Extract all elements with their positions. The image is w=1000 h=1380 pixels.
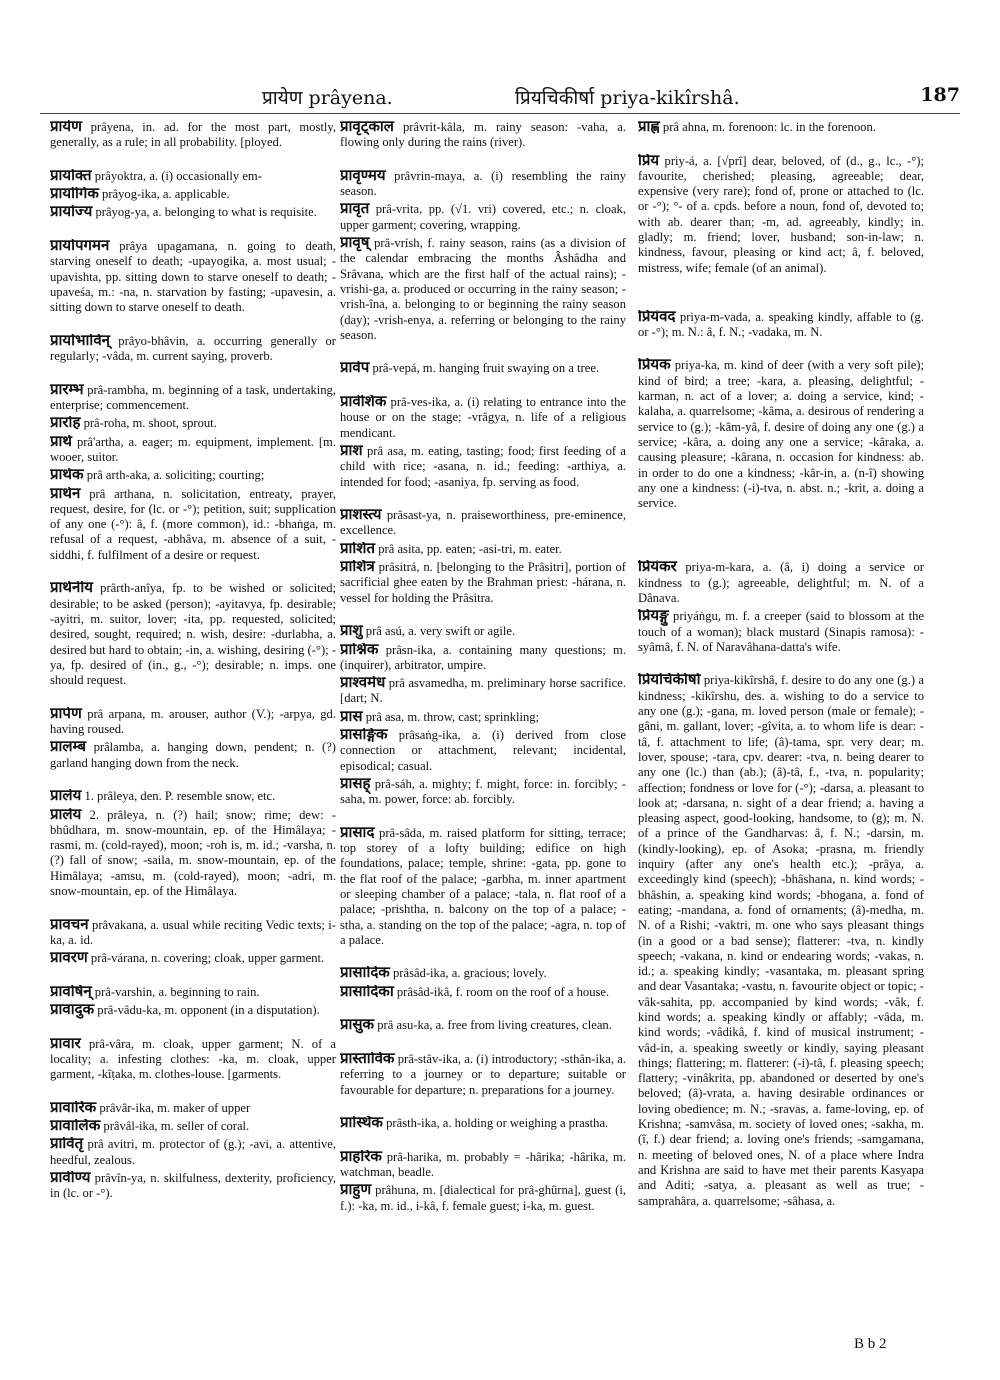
dictionary-entry <box>340 361 626 392</box>
dictionary-entry <box>340 676 626 707</box>
entry-headword: प्रावृत <box>340 202 370 218</box>
dictionary-entry <box>50 789 336 804</box>
column-3 <box>638 120 924 1380</box>
entry-definition: prâsn-ika, a. containing many questions; m. (inquirer), arbitrator, umpire. <box>340 642 626 672</box>
entry-definition: prâ asú, a. very swift or agile. <box>365 624 516 639</box>
entry-headword: प्रावरण <box>50 951 88 967</box>
entry-headword: प्रावेप <box>340 361 370 377</box>
entry-headword: प्रायोक्त <box>50 168 92 184</box>
entry-headword: प्रालेय <box>50 789 82 805</box>
dictionary-entry <box>50 740 336 786</box>
entry-definition: prâ-várana, n. covering; cloak, upper garment. <box>90 951 325 966</box>
entry-definition: prâyog-ya, a. belonging to what is requisite. <box>95 205 317 220</box>
entry-headword: प्रास <box>340 709 363 725</box>
entry-headword: प्रालम्ब <box>50 740 87 756</box>
dictionary-entry <box>340 560 626 621</box>
entry-headword: प्रार्थक <box>50 468 84 484</box>
header-right-word: प्रियचिकीर्षा priya-kikîrshâ. <box>515 87 740 109</box>
entry-headword: प्रार्पण <box>50 706 82 722</box>
entry-headword: प्रावृट्काल <box>340 120 394 135</box>
entry-definition: priy-á, a. [√prî] dear, beloved, of (d., g., lc., -°); favourite, cherished; pleasing, agreeable; dear, expensive (very rare); fond of, prone or attached to (lc. or -°); °- of a. cpds. before a noun, fond of, devoted to; with ab. dearer than; -m, ad. agreeably, kindly; in. gladly; m. friend; lover, husband; son-in-law; n. kindness, favour, pleasing or kind act; â, f. beloved, mistress, wife; female (of an animal). <box>638 153 924 275</box>
entry-definition: prâ asu-ka, a. free from living creatures, clean. <box>377 1018 612 1033</box>
entry-headword: प्राशस्त्य <box>340 508 382 524</box>
entry-definition: prâ-varshin, a. beginning to rain. <box>94 984 260 999</box>
entry-definition: prâ-vâra, m. cloak, upper garment; N. of a locality; a. infesting clothes: -ka, m. cloak, upper garment, -kîṭaka, m. clothes-louse. [garments. <box>50 1036 336 1082</box>
entry-definition: prâ-harika, m. probably = -hârika; -hârika, m. watchman, beadle. <box>340 1149 626 1180</box>
dictionary-entry <box>50 187 336 202</box>
entry-definition: prâ asa, m. eating, tasting; food; first feeding of a child with rice; -asana, n. id.; feeding: -arthiya, a. intended for food; -asaniya, fp. serving as food. <box>340 443 626 489</box>
entry-definition: priya-kikîrshâ, f. desire to do any one (g.) a kindness; -kikîrshu, des. a. wishing to do a service to any one (g.); -gana, m. loved person (male or female); -gâni, m. gallant, lover; -gîvita, a. to whom life is dear: -tâ, f. attachment to life; (â)-tama, spr. very dear; m. lover, spouse; -tara, cpv. dearer: -tva, n. being dearer to any one (lc.) than (ab.); (â)-tâ, f., -tva, n. popularity; affection; fondness or love for (-°); -darsa, a. pleasant to look at; -darsana, n. sight of a dear friend; a. having a pleasing aspect, good-looking, handsome, to (g); m. N. of a prince of the Gandharvas: â, f. N.; -darsin, m. (kindly-looking), ep. of Asoka; -prasna, m. friendly inquiry (after any one's health etc.); -prâya, a. exceedingly kind (speech); -bhâshana, n. kind words; -bhâshin, a. speaking kind words; -bhogana, a. fond of eating; -mandana, a. fond of ornaments; (â)-medha, m. N. of a Rishi; -vaktri, m. one who says pleasant things (in a good or a bad sense); flatterer: -tva, n. kindly speech; -vakana, n. kind or endearing words; -vakas, n. id.; a. speaking kindly; -vasantaka, m. pleasant spring and dear Vasantaka; -vastu, n. favourite object or topic; -vâk-sahita, pp. accompanied by kind words; -vâk, f. kind words; a. speaking kindly or affably; -vâda, m. kind words; -vâdikâ, f. kind of musical instrument; -vâd-in, a. speaking sweetly or kindly, saying pleasant things; flattering; m. flatterer: (-i)-tâ, f. pleasing speech; flattery; -vinâkrita, pp. abandoned or deserted by one's beloved; (â)-vrata, a. having desirable ordinances or loving obedience; m. N.; -sravas, a. fame-loving, ep. of Krishna; -samvâsa, m. society of loved ones; -sakha, m. (î, f.) dear friend; a. loving one's friends; -samgamana, n. meeting of beloved ones, N. of a place where Indra and Krishna are said to have met their parents Kasyapa and Aditi; -satya, a. pleasant as well as true; -samprahâra, a. quarrelsome; -sâhasa, a. <box>638 673 924 1208</box>
dictionary-entry <box>638 560 924 606</box>
header-left-word: प्रायेण prâyena. <box>262 87 393 109</box>
entry-definition: prâvakana, a. usual while reciting Vedic texts; i-ka, a. id. <box>50 917 336 947</box>
dictionary-entry <box>50 1101 336 1116</box>
entry-headword: प्रियचिकीर्षा <box>638 673 701 689</box>
entry-definition: prâsâd-ikâ, f. room on the roof of a house. <box>396 984 610 999</box>
entry-headword: प्रायोभाविन् <box>50 333 110 349</box>
entry-headword: प्रियंवद <box>638 309 676 325</box>
entry-headword: प्रियक <box>638 358 671 374</box>
entry-headword: प्रायोज्य <box>50 205 93 221</box>
dictionary-entry <box>638 609 924 670</box>
dictionary-entry <box>340 826 626 964</box>
dictionary-entry <box>340 777 626 823</box>
dictionary-entry <box>340 710 626 725</box>
entry-definition: prâ-roha, m. shoot, sprout. <box>83 416 217 431</box>
entry-headword: प्रास्ताविक <box>340 1051 395 1067</box>
dictionary-entry <box>340 1018 626 1049</box>
entry-definition: priyáṅgu, m. f. a creeper (said to blossom at the touch of a woman); black mustard (Sinapis ramosa): -syâmâ, f. N. of Naravâhana-datta's wife. <box>638 609 924 654</box>
dictionary-entry <box>340 236 626 358</box>
column-2 <box>340 120 626 1232</box>
entry-headword: प्रावादुक <box>50 1003 95 1019</box>
entry-definition: priya-ka, m. kind of deer (with a very soft pile); kind of bird; a tree; -kara, a. pleasing, delightful; -karman, n. act of a lover; a. doing a service, kind; -kalaha, a. quarrelsome; -kâma, a. desirous of rendering a service to (g.); -kâm-yâ, f. desire of doing any one (g.) a service; -kâra, a. doing any one a service; -kâraka, a. causing pleasure; -kârana, n. occasion for kindness: ab. in order to do one a kindness; -kâr-in, a. (n-î) showing any one a kindness: (-i)-tva, n. abst. n.; -krit, a. doing a service. <box>638 358 924 511</box>
entry-definition: prâ arthana, n. solicitation, entreaty, prayer, request, desire, for (lc. or -°); petition, suit; supplication of any one (-°): â, f. (more common), id.: -bhaṅga, m. refusal of a request, -abhâva, m. absence of a suit, -siddhi, f. fulfilment of a desire or request. <box>50 486 336 562</box>
entry-headword: प्रियङ्गु <box>638 609 669 625</box>
entry-definition: prâ-vepá, m. hanging fruit swaying on a tree. <box>372 361 600 376</box>
dictionary-entry <box>50 581 336 703</box>
entry-definition: prâ asita, pp. eaten; -asi-tri, m. eater. <box>378 541 562 556</box>
dictionary-entry <box>340 966 626 981</box>
header-rule <box>40 113 960 114</box>
entry-headword: प्रियंकर <box>638 560 677 576</box>
entry-definition: priya-m-vada, a. speaking kindly, affable to (g. or -°); m. N.: â, f. N.; -vadaka, m. N. <box>638 309 924 339</box>
entry-definition: prâvrin-maya, a. (i) resembling the rainy season. <box>340 168 626 199</box>
dictionary-entry <box>50 205 336 236</box>
entry-definition: prâ arth-aka, a. soliciting; courting; <box>86 468 265 483</box>
entry-definition: prâvîn-ya, n. skilfulness, dexterity, proficiency, in (lc. or -°). <box>50 1171 336 1201</box>
dictionary-entry <box>638 310 924 356</box>
dictionary-entry <box>340 1052 626 1113</box>
dictionary-entry <box>638 120 924 151</box>
dictionary-entry <box>50 1037 336 1098</box>
entry-headword: प्रासाद <box>340 825 375 841</box>
entry-definition: prâ-vrita, pp. (√1. vri) covered, etc.; n. cloak, upper garment; covering, wrapping. <box>340 202 626 232</box>
dictionary-entry <box>340 202 626 233</box>
dictionary-entry <box>50 808 336 915</box>
entry-definition: prâ-rambha, m. beginning of a task, undertaking, enterprise; commencement. <box>50 382 336 413</box>
entry-headword: प्रायोपगमन <box>50 239 110 255</box>
entry-headword: प्रावितृ <box>50 1137 84 1153</box>
dictionary-entry <box>638 673 924 1377</box>
dictionary-entry <box>638 358 924 557</box>
dictionary-entry <box>50 334 336 380</box>
entry-headword: प्रासङ्गिक <box>340 728 388 743</box>
dictionary-entry <box>50 383 336 414</box>
entry-definition: prâ arpana, m. arouser, author (V.); -arpya, gd. having roused. <box>50 706 336 737</box>
dictionary-entry <box>340 728 626 774</box>
dictionary-entry <box>50 1003 336 1034</box>
dictionary-entry <box>340 1116 626 1147</box>
dictionary-entry <box>50 1171 336 1202</box>
entry-definition: prâ-sâda, m. raised platform for sitting, terrace; top storey of a lofty building; edifice on high foundations, palace; temple, shrine: -gata, pp. gone to the flat roof of the palace; -garbha, m. inner apartment or sleeping chamber of a palace; -tala, n. flat roof of a palace; -prishtha, n. balcony on the top of a palace; -stha, a. standing on the top of the palace; -agra, n. top of a palace. <box>340 825 626 947</box>
entry-definition: prâ asa, m. throw, cast; sprinkling; <box>365 709 540 724</box>
entry-definition: prâ ahna, m. forenoon: lc. in the forenoon. <box>662 120 876 134</box>
entry-definition: prâ avitri, m. protector of (g.); -avi, a. attentive, heedful, zealous. <box>50 1137 336 1167</box>
entry-definition: prâsitrá, n. [belonging to the Prâsitri], portion of sacrificial ghee eaten by the Brahman priest: -hárana, n. vessel for holding the Prâsitra. <box>340 560 626 605</box>
entry-definition: prâ-stâv-ika, a. (i) introductory; -sthân-ika, a. referring to a journey or to departure; suitable or favourable for departure; n. preparations for a journey. <box>340 1051 626 1097</box>
entry-headword: प्राहरिक <box>340 1149 382 1165</box>
entry-definition: prâyena, in. ad. for the most part, mostly, generally, as a rule; in all probability. [ployed. <box>50 120 336 150</box>
dictionary-entry <box>340 542 626 557</box>
entry-definition: prâ-vrísh, f. rainy season, rains (as a division of the calendar embracing the months Âshâdha and Srâvana, which are the first half of the actual rains); -vrishi-ga, a. produced or occurring in the rainy season; -vrish-îna, a. belonging to or beginning the rainy season (day); -vrish-enya, a. referring or belonging to the rainy season. <box>340 236 626 342</box>
dictionary-entry <box>340 395 626 441</box>
entry-headword: प्रासादिक <box>340 966 390 982</box>
entry-headword: प्राशित <box>340 541 376 557</box>
entry-definition: prâsaṅg-ika, a. (i) derived from close connection or attachment, relevant; incidental, episodical; casual. <box>340 728 626 773</box>
entry-definition: prâvrit-kâla, m. rainy season: -vaha, a. flowing only during the rains (river). <box>340 120 626 150</box>
dictionary-entry <box>340 120 626 166</box>
entry-headword: प्रासुक <box>340 1018 375 1034</box>
entry-definition: prâ asvamedha, m. preliminary horse sacrifice. [dart; N. <box>340 676 626 706</box>
dictionary-entry <box>50 468 336 483</box>
entry-headword: प्रास्थिक <box>340 1116 383 1132</box>
signature-mark: B b 2 <box>854 1336 887 1352</box>
entry-headword: प्रावालिक <box>50 1119 101 1135</box>
entry-headword: प्राह्ण <box>638 120 660 135</box>
entry-definition: prâyog-ika, a. applicable. <box>102 187 230 202</box>
dictionary-entry <box>638 154 924 307</box>
entry-definition: prâsth-ika, a. holding or weighing a prastha. <box>386 1116 609 1131</box>
dictionary-entry <box>50 239 336 331</box>
entry-headword: प्राशु <box>340 624 363 640</box>
entry-headword: प्रायोगिक <box>50 187 99 203</box>
entry-definition: prâsâd-ika, a. gracious; lovely. <box>392 966 547 981</box>
dictionary-entry <box>340 1183 626 1229</box>
entry-definition: prâvâl-ika, m. seller of coral. <box>103 1119 250 1134</box>
entry-headword: प्रासादिका <box>340 984 394 1000</box>
dictionary-entry <box>340 508 626 539</box>
dictionary-entry <box>50 707 336 738</box>
dictionary-entry <box>50 1137 336 1168</box>
dictionary-entry <box>340 444 626 505</box>
entry-definition: prâyo-bhâvin, a. occurring generally or regularly; -vâda, m. current saying, proverb. <box>50 333 336 364</box>
entry-headword: प्रावेशिक <box>340 395 387 411</box>
entry-headword: प्रारोह <box>50 416 81 432</box>
entry-definition: prâ'artha, a. eager; m. equipment, implement. [m. wooer, suitor. <box>50 434 336 464</box>
entry-definition: prâya upagamana, n. going to death, starving oneself to death; -upayogika, a. most usual; -upavishta, pp. sitting down to starve oneself to death; -upaveśa, m.: -na, n. starvation by fasting; -upavesin, a. sitting down to starve oneself to death. <box>50 239 336 315</box>
entry-definition: priya-m-kara, a. (â, i) doing a service or kindness to (g.); agreeable, delightful; m. N. of a Dânava. <box>638 560 924 605</box>
entry-definition: 1. prâleya, den. P. resemble snow, etc. <box>84 789 276 804</box>
entry-headword: प्राशित्र <box>340 560 375 576</box>
entry-headword: प्राश <box>340 443 363 459</box>
entry-headword: प्रावृण्मय <box>340 168 386 184</box>
dictionary-entry <box>50 435 336 466</box>
entry-headword: प्रिय <box>638 153 660 169</box>
entry-definition: prâ-vâdu-ka, m. opponent (in a disputation). <box>97 1003 320 1018</box>
entry-definition: prâyoktra, a. (i) occasionally em- <box>94 168 262 183</box>
dictionary-entry <box>340 643 626 674</box>
dictionary-entry <box>50 416 336 431</box>
entry-headword: प्रावृष् <box>340 236 370 252</box>
entry-headword: प्रालेय <box>50 807 82 823</box>
page-number: 187 <box>920 84 960 106</box>
entry-headword: प्राश्वमेध <box>340 676 386 692</box>
dictionary-entry <box>50 487 336 579</box>
entry-headword: प्रासह् <box>340 776 371 792</box>
dictionary-entry <box>340 169 626 200</box>
entry-headword: प्रार्थ <box>50 434 73 450</box>
entry-definition: prâvâr-ika, m. maker of upper <box>99 1100 251 1115</box>
dictionary-entry <box>50 951 336 982</box>
entry-headword: प्रावर्षिन् <box>50 984 92 1000</box>
dictionary-entry <box>340 624 626 639</box>
dictionary-entry <box>340 1150 626 1181</box>
entry-definition: 2. prâleya, n. (?) hail; snow; rime; dew: -bhûdhara, m. snow-mountain, ep. of the Himâlaya; -rasmi, m. (cold-rayed), moon; -roh is, m. id.; -varsha, n. (?) fall of snow; -saila, m. snow-mountain, ep. of the Himâlaya; -amsu, m. (cold-rayed), moon; -adri, m. snow-mountain, ep. of the Himâlaya. <box>50 807 336 898</box>
running-header <box>40 84 960 114</box>
dictionary-entry <box>50 1119 336 1134</box>
dictionary-entry <box>340 985 626 1016</box>
entry-headword: प्राश्निक <box>340 642 379 658</box>
dictionary-entry <box>50 169 336 184</box>
entry-headword: प्रावचन <box>50 917 89 933</box>
entry-definition: prâ-ves-ika, a. (i) relating to entrance into the house or on the stage; -vrâgya, n. life of a religious mendicant. <box>340 395 626 440</box>
entry-headword: प्रावारिक <box>50 1100 97 1116</box>
column-1 <box>50 120 336 1205</box>
entry-definition: prârth-anîya, fp. to be wished or solicited; desirable; to be asked (person); -ayitavya, fp. desirable; -ayitri, m. suitor, lover; -ita, pp. requested, solicited; desired, sought, required; n. wish, desire: -durlabha, a. desired but hard to obtain; -in, a. wishing, desiring (-°); -ya, fp. desired of (in., g., -°); desirable; n. imps. one should request. <box>50 581 336 688</box>
entry-definition: prâlamba, a. hanging down, pendent; n. (?) garland hanging down from the neck. <box>50 740 336 770</box>
entry-headword: प्रावीण्य <box>50 1171 91 1187</box>
entry-headword: प्रार्थन <box>50 486 81 502</box>
entry-definition: prâhuna, m. [dialectical for prâ-ghûrna], guest (i, f.): -ka, m. id., i-kâ, f. female guest; i-ka, m. guest. <box>340 1183 626 1213</box>
entry-definition: prâ-sáh, a. mighty; f. might, force: in. forcibly; -saha, m. power, force: ab. forcibly. <box>340 776 626 807</box>
entry-headword: प्रार्थनीय <box>50 581 93 597</box>
dictionary-entry <box>50 918 336 949</box>
entry-headword: प्रारम्भ <box>50 382 84 398</box>
entry-headword: प्रावार <box>50 1036 81 1052</box>
dictionary-entry <box>50 120 336 166</box>
entry-headword: प्राहुण <box>340 1183 372 1199</box>
dictionary-entry <box>50 985 336 1000</box>
entry-headword: प्रायेण <box>50 120 82 135</box>
entry-definition: prâsast-ya, n. praiseworthiness, pre-eminence, excellence. <box>340 508 626 538</box>
